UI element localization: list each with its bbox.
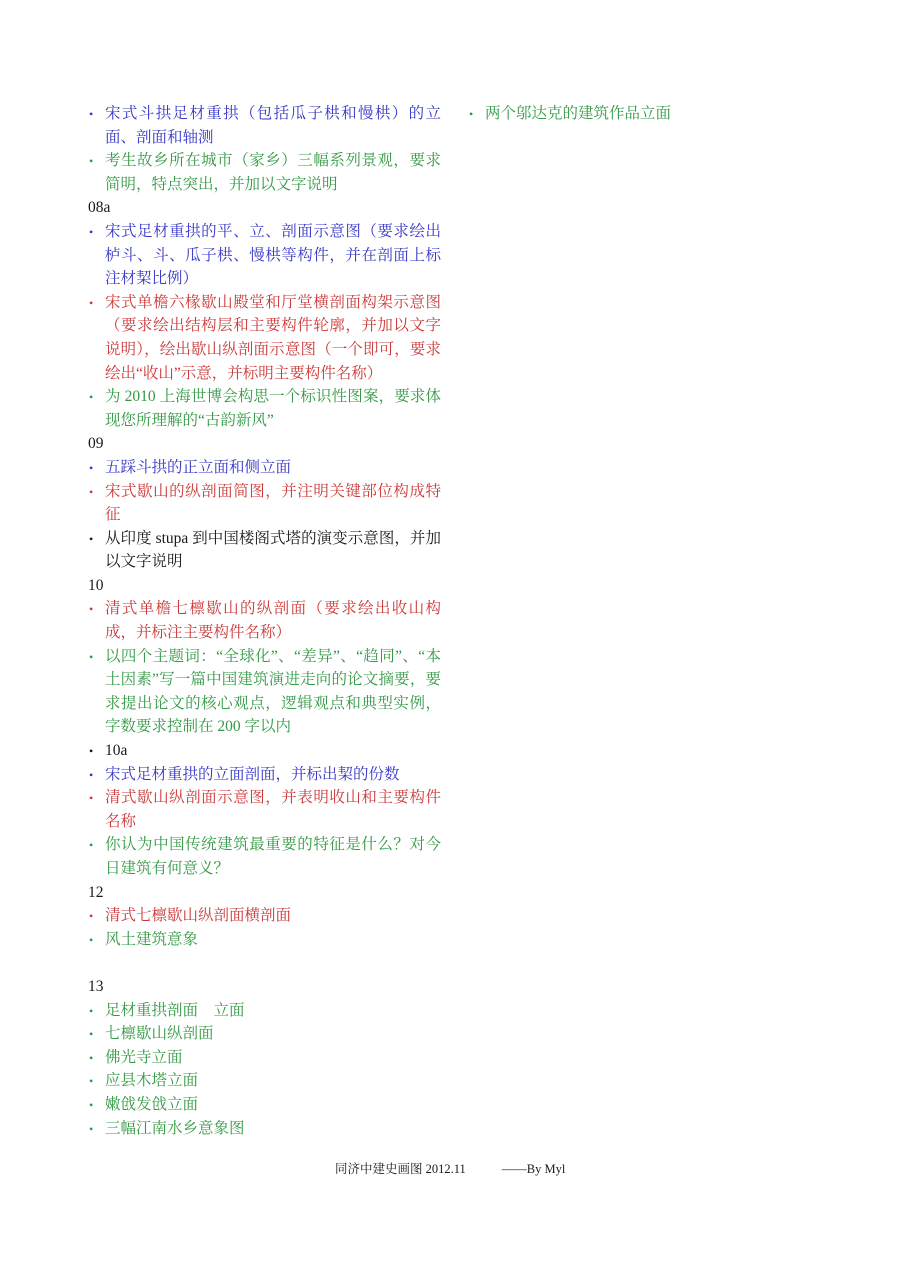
bullet-icon: • bbox=[89, 838, 94, 853]
list-item-text: 足材重拱剖面 立面 bbox=[105, 1001, 245, 1019]
section-year-label: 09 bbox=[88, 435, 104, 453]
footer-author: ——By Myl bbox=[501, 1162, 566, 1176]
list-item-text: 为 2010 上海世博会构思一个标识性图案，要求体现您所理解的“古韵新风” bbox=[105, 388, 441, 429]
bullet-icon: • bbox=[89, 484, 94, 499]
list-item bbox=[88, 149, 441, 196]
list-item-text: 考生故乡所在城市（家乡）三幅系列景观，要求简明，特点突出，并加以文字说明 bbox=[105, 152, 441, 193]
bullet-icon: • bbox=[89, 649, 94, 664]
list-item-text: 宋式单檐六椽歇山殿堂和厅堂横剖面构架示意图（要求绘出结构层和主要构件轮廓，并加以文字说明），绘出歇山纵剖面示意图（一个即可，要求绘出“收山”示意，并标明主要构件名称） bbox=[105, 293, 441, 382]
bullet-icon: • bbox=[89, 1027, 94, 1042]
bullet-icon: • bbox=[89, 932, 94, 947]
section-year-label: 08a bbox=[88, 199, 111, 217]
list-item bbox=[88, 739, 441, 763]
list-item-text: 清式歇山纵剖面示意图，并表明收山和主要构件名称 bbox=[105, 789, 441, 830]
bullet-icon: • bbox=[89, 602, 94, 617]
list-item-text: 七檩歇山纵剖面 bbox=[105, 1025, 214, 1043]
list-item bbox=[88, 597, 441, 644]
list-item bbox=[88, 385, 441, 432]
list-item-text: 两个邬达克的建筑作品立面 bbox=[485, 105, 672, 122]
list-item-text: 从印度 stupa 到中国楼阁式塔的演变示意图，并加以文字说明 bbox=[105, 529, 441, 571]
bullet-icon: • bbox=[89, 1074, 94, 1089]
bullet-icon: • bbox=[89, 1097, 94, 1112]
bullet-icon: • bbox=[89, 1003, 94, 1018]
list-item bbox=[88, 763, 441, 787]
list-item bbox=[468, 102, 864, 126]
list-item bbox=[88, 645, 441, 739]
bullet-icon: • bbox=[89, 154, 94, 169]
bullet-icon: • bbox=[89, 390, 94, 405]
list-item-text: 三幅江南水乡意象图 bbox=[105, 1119, 245, 1137]
section-year-label: 13 bbox=[88, 977, 104, 995]
bullet-icon: • bbox=[89, 1121, 94, 1136]
bullet-icon: • bbox=[89, 1050, 94, 1065]
bullet-icon: • bbox=[89, 460, 94, 475]
list-item bbox=[88, 999, 441, 1023]
list-item bbox=[88, 1093, 441, 1117]
list-item-text: 宋式足材重拱的平、立、剖面示意图（要求绘出栌斗、斗、瓜子栱、慢栱等构件，并在剖面上标注材栔比例） bbox=[105, 222, 441, 288]
footer-doc-title: 同济中建史画图 2012.11 bbox=[335, 1162, 466, 1176]
right-column bbox=[468, 102, 864, 126]
list-item-text: 你认为中国传统建筑最重要的特征是什么？对今日建筑有何意义？ bbox=[105, 836, 441, 877]
bullet-icon: • bbox=[89, 295, 94, 310]
list-item-text: 宋式斗拱足材重拱（包括瓜子栱和慢栱）的立面、剖面和轴测 bbox=[105, 105, 441, 146]
bullet-icon: • bbox=[89, 909, 94, 924]
list-item-text: 应县木塔立面 bbox=[105, 1072, 199, 1090]
list-item bbox=[88, 1069, 441, 1093]
list-item bbox=[88, 1022, 441, 1046]
list-item bbox=[88, 480, 441, 527]
list-item bbox=[88, 456, 441, 480]
bullet-icon: • bbox=[469, 107, 474, 121]
list-item bbox=[88, 102, 441, 149]
bullet-icon: • bbox=[89, 791, 94, 806]
list-item-text: 以四个主题词：“全球化”、“差异”、“趋同”、“本土因素”写一篇中国建筑演进走向的论文摘要，要求提出论文的核心观点，逻辑观点和典型实例，字数要求控制在 200 字以内 bbox=[105, 647, 441, 736]
list-item bbox=[88, 1117, 441, 1141]
list-item-text: 五踩斗拱的正立面和侧立面 bbox=[105, 458, 292, 476]
bullet-icon: • bbox=[89, 531, 94, 546]
list-item-text: 佛光寺立面 bbox=[105, 1048, 183, 1066]
list-item-text: 清式单檐七檩歇山的纵剖面（要求绘出收山构成，并标注主要构件名称） bbox=[105, 600, 441, 642]
list-item bbox=[88, 527, 441, 574]
list-item bbox=[88, 1046, 441, 1070]
bullet-icon: • bbox=[89, 224, 94, 239]
list-item-text: 宋式歇山的纵剖面简图，并注明关键部位构成特征 bbox=[105, 482, 441, 524]
list-item-text: 清式七檩歇山纵剖面横剖面 bbox=[105, 907, 292, 925]
list-item-text: 10a bbox=[105, 742, 128, 760]
list-item bbox=[88, 928, 441, 952]
left-column bbox=[88, 102, 441, 1140]
bullet-icon: • bbox=[89, 767, 94, 782]
section-year-label: 12 bbox=[88, 883, 104, 901]
list-item-text: 风土建筑意象 bbox=[105, 930, 199, 948]
list-item bbox=[88, 833, 441, 880]
list-item-text: 嫩戗发戗立面 bbox=[105, 1095, 199, 1113]
blank-line bbox=[88, 951, 441, 975]
list-item bbox=[88, 786, 441, 833]
list-item-text: 宋式足材重拱的立面剖面，并标出栔的份数 bbox=[105, 765, 400, 783]
list-item bbox=[88, 904, 441, 928]
list-item bbox=[88, 220, 441, 291]
bullet-icon: • bbox=[89, 744, 94, 759]
page-footer bbox=[335, 1160, 565, 1178]
bullet-icon: • bbox=[89, 107, 94, 121]
list-item bbox=[88, 291, 441, 385]
section-year-label: 10 bbox=[88, 576, 104, 594]
